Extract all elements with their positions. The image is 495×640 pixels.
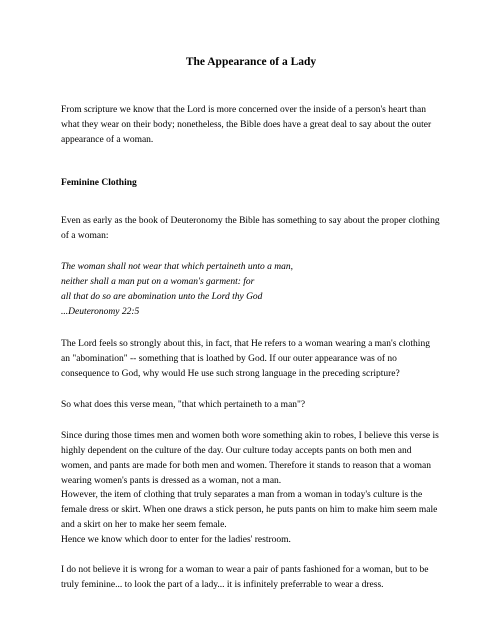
- verse-reference: ...Deuteronomy 22:5: [61, 307, 140, 317]
- deuteronomy-paragraph: Even as early as the book of Deuteronomy the Bible has something to say about the proper clothing of a woman:: [61, 216, 440, 241]
- robes-paragraph: Since during those times men and women both wore something akin to robes, I believe this verse is highly dependent on the culture of the day. Our culture today accepts pants on both men and women, and pants are made for both men and women. Therefore it stands to reason that a woman wearing women's pants is dressed as a woman, not a man.: [61, 431, 439, 486]
- verse-line: The woman shall not wear that which pertaineth unto a man,: [61, 262, 293, 272]
- restroom-paragraph: Hence we know which door to enter for the ladies' restroom.: [61, 535, 291, 545]
- abomination-paragraph: The Lord feels so strongly about this, in fact, that He refers to a woman wearing a man's clothing an "abomination" -- something that is loathed by God. If our outer appearance was of no consequence to God, why would He use such strong language in the preceding scripture?: [61, 339, 430, 379]
- dress-paragraph: However, the item of clothing that truly separates a man from a woman in today's culture is the female dress or skirt. When one draws a stick person, he puts pants on him to make him seem male and a skirt on her to make her seem female.: [61, 490, 438, 530]
- pants-paragraph: I do not believe it is wrong for a woman to wear a pair of pants fashioned for a woman, but to be truly feminine... to look the part of a lady... it is infinitely preferrable to wear a dress.: [61, 565, 429, 590]
- scripture-quote: [61, 260, 441, 320]
- verse-line: all that do so are abomination unto the Lord thy God: [61, 292, 263, 302]
- question-paragraph: So what does this verse mean, "that which pertaineth to a man"?: [61, 400, 306, 410]
- verse-line: neither shall a man put on a woman's garment: for: [61, 277, 255, 287]
- document-title: The Appearance of a Lady: [185, 56, 317, 68]
- intro-paragraph: From scripture we know that the Lord is more concerned over the inside of a person's heart than what they wear on their body; nonetheless, the Bible does have a great deal to say about the outer appearance of a woman.: [61, 105, 432, 145]
- section-heading: Feminine Clothing: [61, 178, 137, 188]
